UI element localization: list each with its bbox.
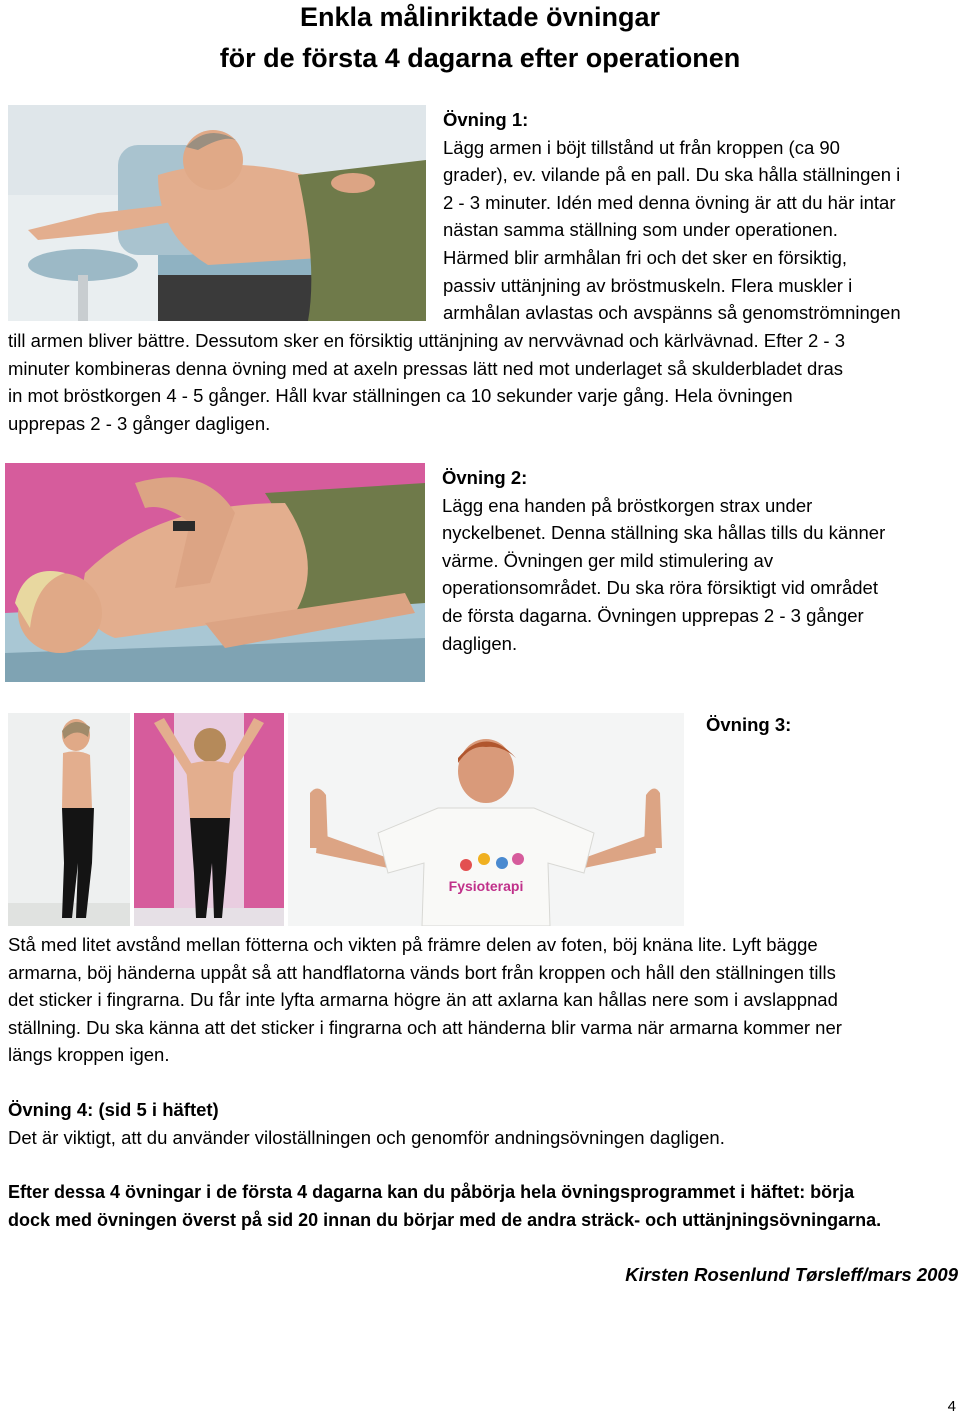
exercise-1-full-line: minuter kombineras denna övning med at axeln pressas lätt ned mot underlaget så skulderbladet dras [8,357,844,379]
exercise-1-side-line: armhålan avlastas och avspänns så genomströmningen [443,302,901,324]
closing-line: dock med övningen överst på sid 20 innan du börjar med de andra sträck- och uttänjningsövningarna. [8,1209,882,1230]
exercise-3-photo-side [8,713,130,926]
exercise-1-photo [8,105,426,321]
exercise-2-line: dagligen. [442,632,518,654]
exercise-1-full-line: upprepas 2 - 3 gånger dagligen. [8,412,271,434]
exercise-2-line: värme. Övningen ger mild stimulering av [442,549,774,571]
exercise-2-line: de första dagarna. Övningen upprepas 2 - 3 gånger [442,604,864,626]
exercise-3-line: längs kroppen igen. [8,1044,170,1066]
exercise-4-section [8,1096,958,1151]
page-number: 4 [947,1398,956,1415]
exercise-3-photo-back [134,713,284,926]
exercise-1-side-line: nästan samma ställning som under operationen. [443,219,838,241]
exercise-2-photo [5,463,425,682]
exercise-3-line: ställning. Du ska känna att det sticker i fingrarna och att händerna blir varma när armarna kommer ner [8,1016,842,1038]
shirt-logo-text: Fysioterapi [448,878,524,894]
closing-line: Efter dessa 4 övningar i de första 4 dagarna kan du påbörja hela övningsprogrammet i häftet: börja [8,1182,855,1202]
exercise-3-line: det sticker i fingrarna. Du får inte lyfta armarna högre än att axlarna kan hållas nere som i avslappnad [8,989,838,1011]
exercise-1-side-line: 2 - 3 minuter. Idén med denna övning är att du här intar [443,191,896,213]
exercise-3-text [8,931,958,1069]
exercise-2-line: nyckelbenet. Denna ställning ska hållas tills du känner [442,522,886,544]
exercise-1-side-line: grader), ev. vilande på en pall. Du ska hålla ställningen i [443,164,901,186]
exercise-1-full-line: in mot bröstkorgen 4 - 5 gånger. Håll kvar ställningen ca 10 sekunder varje gång. Hela övningen [8,385,793,407]
title-line-1: Enkla målinriktade övningar [299,2,661,32]
author-signature: Kirsten Rosenlund Tørsleff/mars 2009 [625,1264,958,1285]
exercise-1-side-line: Lägg armen i böjt tillstånd ut från kroppen (ca 90 [443,136,840,158]
exercise-1-side-line: Härmed blir armhålan fri och det sker en försiktig, [443,246,848,268]
exercise-2-line: Lägg ena handen på bröstkorgen strax under [442,494,813,516]
exercise-3-heading-block [706,711,791,739]
exercise-4-heading: Övning 4: (sid 5 i häftet) [8,1099,219,1120]
exercise-2-text [442,464,885,657]
exercise-1-full-text [8,327,958,437]
exercise-1-side-text [443,106,901,327]
exercise-4-text: Det är viktigt, att du använder viloställningen och genomför andningsövningen dagligen. [8,1126,725,1148]
page-title [0,0,960,79]
closing-paragraph [8,1179,958,1234]
exercise-3-heading: Övning 3: [706,714,792,735]
exercise-1-heading: Övning 1: [443,109,529,130]
exercise-2-heading: Övning 2: [442,467,528,488]
title-line-2: för de första 4 dagarna efter operationen [219,43,741,73]
exercise-3-line: Stå med litet avstånd mellan fötterna och vikten på främre delen av foten, böj knäna lite. Lyft bägge [8,934,818,955]
exercise-1-side-line: passiv uttänjning av bröstmuskeln. Flera muskler i [443,274,853,296]
exercise-2-line: operationsområdet. Du ska röra försiktigt vid området [442,577,878,599]
exercise-3-photo-front [288,713,684,926]
exercise-3-line: armarna, böj händerna uppåt så att handflatorna vänds bort från kroppen och håll den ställningen tills [8,961,836,983]
exercise-1-full-line: till armen bliver bättre. Dessutom sker en försiktig uttänjning av nervvävnad och kärlvävnad. Efter 2 - 3 [8,330,845,351]
